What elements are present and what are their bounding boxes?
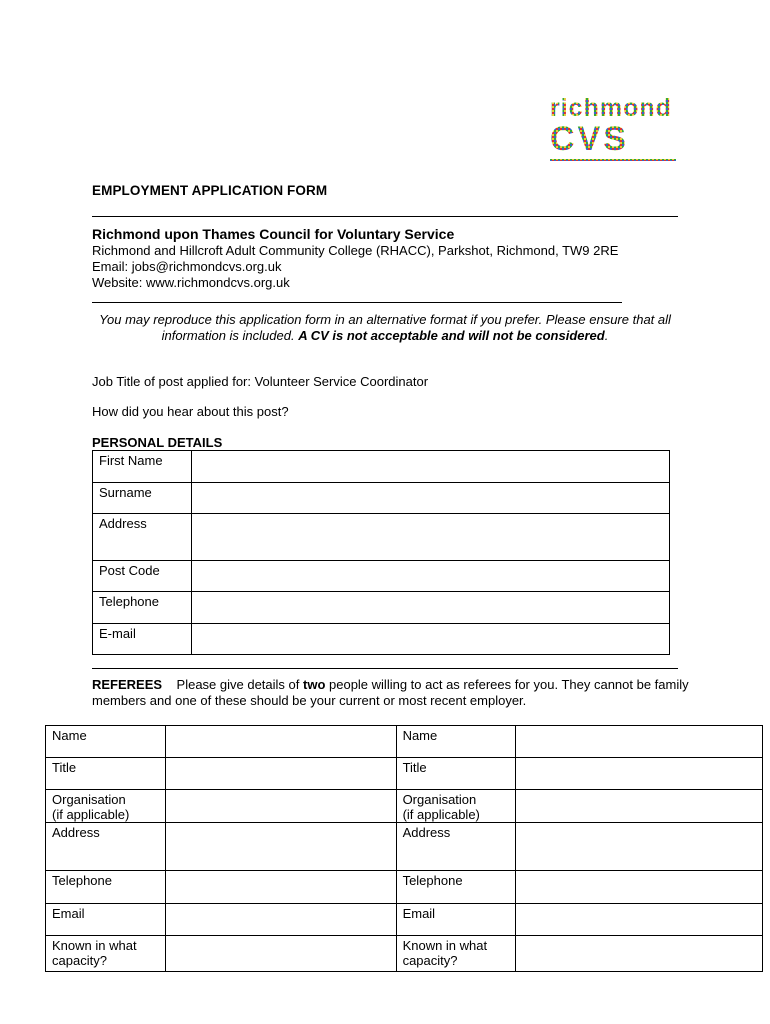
- referee2-capacity-label: Known in what capacity?: [396, 936, 516, 972]
- svg-text:richmond: richmond: [550, 94, 672, 122]
- referee1-capacity-field[interactable]: [165, 936, 396, 972]
- surname-label: Surname: [93, 483, 192, 514]
- referee2-name-label: Name: [396, 726, 516, 758]
- referee1-capacity-label: Known in what capacity?: [46, 936, 166, 972]
- personal-details-heading: PERSONAL DETAILS: [92, 435, 223, 450]
- referee2-address-field[interactable]: [516, 823, 763, 871]
- address-field[interactable]: [192, 514, 670, 561]
- referees-heading: REFEREES: [92, 677, 163, 692]
- post-code-field[interactable]: [192, 561, 670, 592]
- alternative-format-note: [92, 312, 678, 344]
- personal-details-table: [92, 450, 670, 655]
- table-row: [46, 790, 763, 823]
- referee1-title-field[interactable]: [165, 758, 396, 790]
- telephone-label: Telephone: [93, 592, 192, 624]
- post-code-label: Post Code: [93, 561, 192, 592]
- referee2-title-field[interactable]: [516, 758, 763, 790]
- table-row: [93, 561, 670, 592]
- referee2-title-label: Title: [396, 758, 516, 790]
- organisation-name: Richmond upon Thames Council for Voluntary Service: [92, 226, 455, 242]
- table-row: [93, 624, 670, 655]
- referees-text-after: people willing to act as referees for you. They cannot be family members and one of these should be your current or most recent employer.: [92, 677, 689, 708]
- table-row: [93, 483, 670, 514]
- referee1-telephone-label: Telephone: [46, 871, 166, 904]
- referee1-name-label: Name: [46, 726, 166, 758]
- referee1-organisation-label: Organisation (if applicable): [46, 790, 166, 823]
- divider-personal: [92, 668, 678, 669]
- table-row: [46, 726, 763, 758]
- hear-about-line: How did you hear about this post?: [92, 404, 289, 419]
- referee1-email-label: Email: [46, 904, 166, 936]
- referee1-organisation-field[interactable]: [165, 790, 396, 823]
- referee2-organisation-label: Organisation (if applicable): [396, 790, 516, 823]
- email-field[interactable]: [192, 624, 670, 655]
- note-cv-warning: A CV is not acceptable and will not be considered: [298, 328, 605, 343]
- referee2-telephone-label: Telephone: [396, 871, 516, 904]
- email-label: E-mail: [93, 624, 192, 655]
- richmond-cvs-logo: [548, 92, 678, 164]
- referees-table: [45, 725, 763, 972]
- referee1-name-field[interactable]: [165, 726, 396, 758]
- referee1-address-label: Address: [46, 823, 166, 871]
- form-title: EMPLOYMENT APPLICATION FORM: [92, 183, 328, 198]
- organisation-address: Richmond and Hillcroft Adult Community College (RHACC), Parkshot, Richmond, TW9 2RE: [92, 243, 619, 258]
- organisation-email: Email: jobs@richmondcvs.org.uk: [92, 259, 282, 274]
- referee2-address-label: Address: [396, 823, 516, 871]
- telephone-field[interactable]: [192, 592, 670, 624]
- table-row: [93, 451, 670, 483]
- referee2-email-label: Email: [396, 904, 516, 936]
- note-text: You may reproduce this application form in an alternative format if you prefer. Please ensure that all information is included.: [99, 312, 671, 343]
- organisation-website: Website: www.richmondcvs.org.uk: [92, 275, 290, 290]
- first-name-label: First Name: [93, 451, 192, 483]
- address-label: Address: [93, 514, 192, 561]
- divider-top: [92, 216, 678, 217]
- referees-instructions: [92, 677, 692, 709]
- referee2-name-field[interactable]: [516, 726, 763, 758]
- referees-text-before: Please give details of: [176, 677, 303, 692]
- note-end: .: [604, 328, 609, 343]
- surname-field[interactable]: [192, 483, 670, 514]
- table-row: [46, 936, 763, 972]
- referee2-telephone-field[interactable]: [516, 871, 763, 904]
- referee1-address-field[interactable]: [165, 823, 396, 871]
- table-row: [46, 823, 763, 871]
- referee2-organisation-field[interactable]: [516, 790, 763, 823]
- referees-text-two: two: [303, 677, 326, 692]
- referee2-email-field[interactable]: [516, 904, 763, 936]
- job-title-line: Job Title of post applied for: Volunteer Service Coordinator: [92, 374, 429, 389]
- referee1-email-field[interactable]: [165, 904, 396, 936]
- first-name-field[interactable]: [192, 451, 670, 483]
- referee1-telephone-field[interactable]: [165, 871, 396, 904]
- table-row: [93, 514, 670, 561]
- table-row: [46, 758, 763, 790]
- referee1-title-label: Title: [46, 758, 166, 790]
- table-row: [46, 904, 763, 936]
- divider-org: [92, 302, 622, 303]
- svg-text:CVS: CVS: [550, 120, 629, 158]
- table-row: [46, 871, 763, 904]
- table-row: [93, 592, 670, 624]
- referee2-capacity-field[interactable]: [516, 936, 763, 972]
